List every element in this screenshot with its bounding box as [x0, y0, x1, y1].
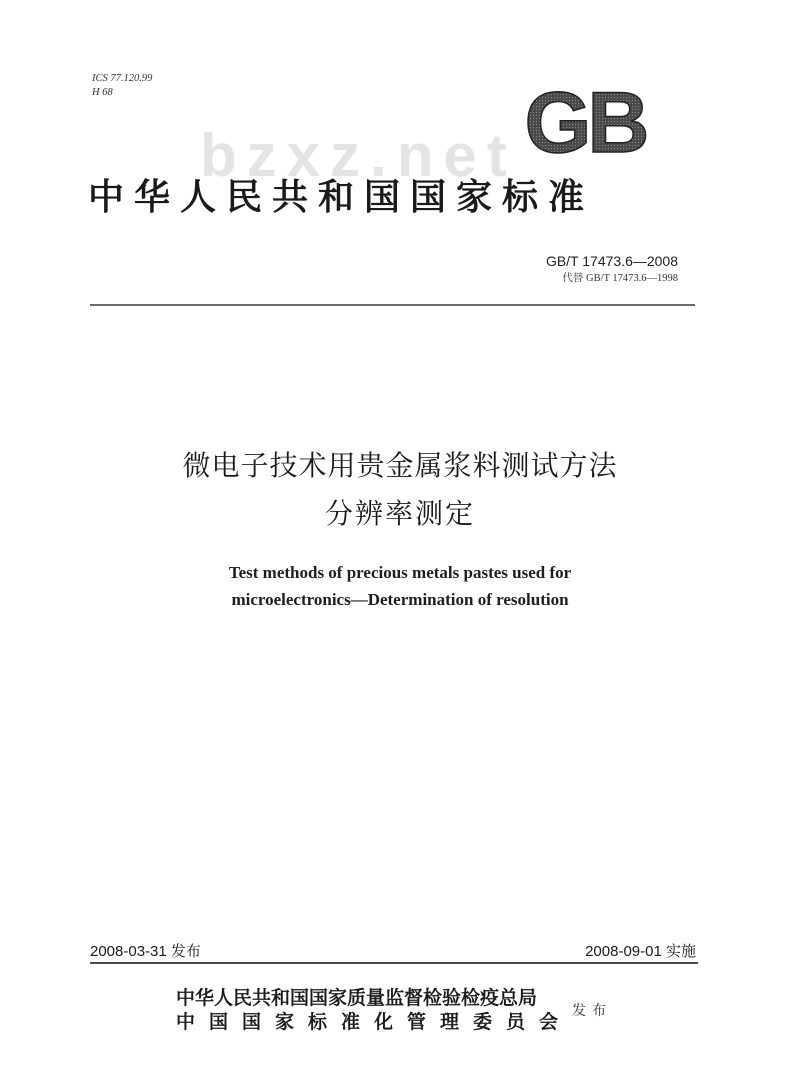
- gb-logo-text: GB: [524, 84, 646, 160]
- header-divider: [90, 304, 695, 306]
- class-code: H 68: [92, 87, 113, 98]
- standard-number: GB/T 17473.6—2008: [545, 253, 678, 269]
- standard-organization-title: 中华人民共和国国家标准: [88, 177, 595, 218]
- title-chinese-line2: 分辨率测定: [324, 497, 475, 530]
- title-chinese-line1: 微电子技术用贵金属浆料测试方法: [182, 449, 618, 482]
- issuer-line2: 中国国家标准化管理委员会: [176, 1011, 573, 1033]
- title-english-line2: microelectronics—Determination of resolution: [231, 590, 569, 609]
- replaced-standard: 代替 GB/T 17473.6—1998: [562, 273, 678, 284]
- issue-label: 发布: [572, 1003, 612, 1019]
- title-english-line1: Test methods of precious metals pastes used for: [228, 563, 572, 582]
- issuer-line1: 中华人民共和国国家质量监督检验检疫总局: [176, 987, 538, 1009]
- watermark: bzxz.net: [200, 122, 517, 189]
- implement-date: 2008-09-01 实施: [585, 943, 696, 960]
- ics-code: ICS 77.120.99: [92, 73, 153, 84]
- classification-codes: [92, 72, 152, 100]
- footer-divider: [90, 962, 698, 964]
- gb-logo: [505, 84, 665, 160]
- publish-date: 2008-03-31 发布: [90, 943, 201, 960]
